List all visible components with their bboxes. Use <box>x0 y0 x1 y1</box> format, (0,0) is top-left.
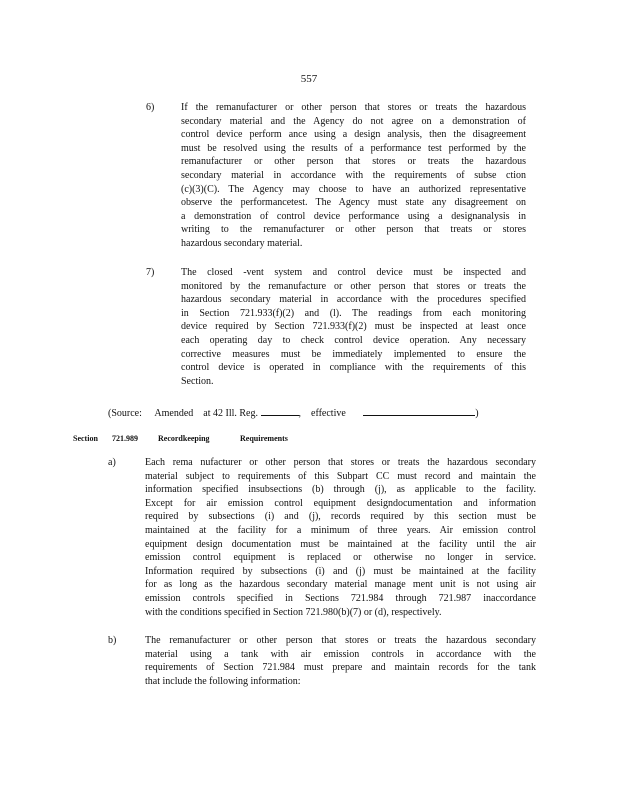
section-label: Section <box>73 434 98 443</box>
item-number: 7) <box>146 267 155 278</box>
text-line: must be resolved using the results of a performance test performed by the <box>181 142 526 154</box>
text-line: with the conditions specified in Section 721.980(b)(7) or (d), respectively. <box>145 606 442 618</box>
text-line: Except for air emission control equipment designdocumentation and information <box>145 497 536 509</box>
text-line: remanufacturer or other person that stores or treats the hazardous <box>181 156 526 168</box>
item-number: a) <box>108 457 116 468</box>
text-line: Section. <box>181 375 214 387</box>
item-text <box>145 634 536 688</box>
text-line: material using a tank with air emission controls in accordance with the <box>145 648 536 660</box>
page-number: 557 <box>300 73 318 85</box>
text-line: device required by Section 721.933(f)(2) must be inspected at least once <box>181 321 526 333</box>
source-close: ) <box>475 408 479 419</box>
text-line: material subject to requirements of this Subpart CC must record and maintain the <box>145 470 536 482</box>
text-line: for as long as the hazardous secondary material manage ment unit is not using air <box>145 579 536 591</box>
text-line: hazardous secondary material. <box>181 237 303 249</box>
source-effective: effective <box>311 408 346 419</box>
text-line: corrective measures must be immediately implemented to ensure the <box>181 348 526 360</box>
item-text <box>181 101 526 251</box>
item-number: 6) <box>146 102 155 113</box>
section-title-word-2: Requirements <box>240 434 288 443</box>
text-line: hazardous secondary material in accordance with the procedures specified <box>181 294 526 306</box>
text-line: Each rema nufacturer or other person that stores or treats the hazardous secondary <box>145 457 536 468</box>
source-note <box>108 405 479 421</box>
source-comma: , <box>298 408 301 419</box>
text-line: equipment design documentation must be maintained at the facility until the air <box>145 538 536 550</box>
source-amended: Amended <box>154 408 194 419</box>
text-line: control device is operated in compliance with the requirements of this <box>181 362 526 374</box>
item-text <box>181 266 526 388</box>
text-line: Information required by subsections (i) and (j) must be maintained at the facility <box>145 565 536 577</box>
text-line: each operating day to check control device operation. Any necessary <box>181 334 526 346</box>
text-line: The remanufacturer or other person that stores or treats the hazardous secondary <box>145 635 536 646</box>
text-line: in Section 721.933(f)(2) and (l). The readings from each monitoring <box>181 307 526 319</box>
text-line: information specified insubsections (b) through (j), as applicable to the facility. <box>145 484 536 496</box>
text-line: secondary material in accordance with the requirements of subse ction <box>181 169 526 181</box>
text-line: emission control equipment is replaced or otherwise no longer in service. <box>145 552 536 564</box>
text-line: that include the following information: <box>145 675 301 687</box>
text-line: writing to the remanufacturer or other person that treats or stores <box>181 224 526 236</box>
register-page-blank <box>261 405 299 416</box>
text-line: observe the performancetest. The Agency must state any disagreement on <box>181 197 526 209</box>
item-number: b) <box>108 635 117 646</box>
text-line: secondary material and the Agency do not agree on a demonstration of <box>181 115 526 127</box>
section-title-word-1: Recordkeeping <box>158 434 210 443</box>
source-open: (Source: <box>108 408 142 419</box>
item-text <box>145 456 536 619</box>
text-line: required by subsections (i) and (j), records required by this section must be <box>145 511 536 523</box>
text-line: If the remanufacturer or other person that stores or treats the hazardous <box>181 102 526 113</box>
text-line: a demonstration of control device performance using a designanalysis in <box>181 210 526 222</box>
text-line: requirements of Section 721.984 must prepare and maintain records for the tank <box>145 662 536 674</box>
section-number: 721.989 <box>112 434 138 443</box>
text-line: maintained at the facility for a minimum of three years. Air emission control <box>145 524 536 536</box>
text-line: control device perform ance using a design analysis, then the disagreement <box>181 129 526 141</box>
text-line: emission controls specified in Sections 721.984 through 721.987 inaccordance <box>145 592 536 604</box>
source-register-ref: at 42 Ill. Reg. <box>203 408 258 419</box>
effective-date-blank <box>363 405 475 416</box>
text-line: The closed -vent system and control device must be inspected and <box>181 267 526 278</box>
text-line: monitored by the remanufacture or other person that stores or treats the <box>181 280 526 292</box>
text-line: (c)(3)(C). The Agency may choose to have an authorized representative <box>181 183 526 195</box>
